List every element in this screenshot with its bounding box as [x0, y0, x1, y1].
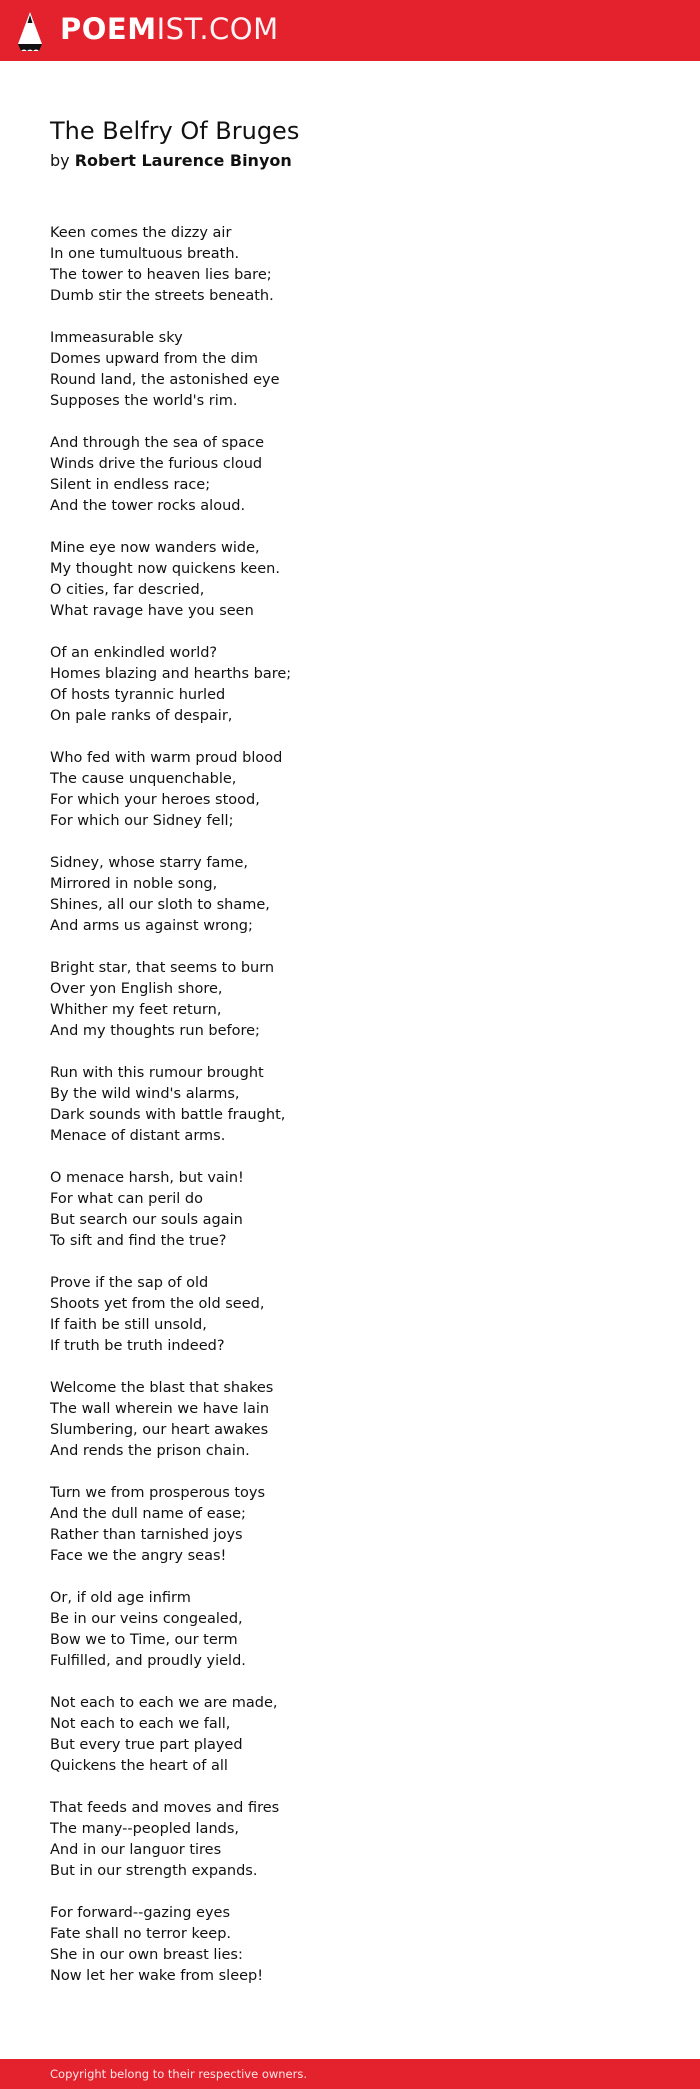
byline — [50, 149, 650, 173]
poem-line: And rends the prison chain. — [50, 1443, 250, 1459]
logo-text-light: IST.COM — [156, 12, 279, 46]
poem-line: For forward--gazing eyes — [50, 1905, 231, 1921]
poem-line: The cause unquenchable, — [50, 771, 237, 787]
poem-stanza — [50, 1483, 650, 1567]
poem-stanza — [50, 643, 650, 727]
poem-stanza — [50, 538, 650, 622]
site-logo[interactable] — [60, 9, 279, 49]
poem-line: For what can peril do — [50, 1191, 203, 1207]
poem-line: The wall wherein we have lain — [50, 1401, 270, 1417]
poem-line: O menace harsh, but vain! — [50, 1170, 244, 1186]
poem-stanza — [50, 1693, 650, 1777]
poem-line: Mirrored in noble song, — [50, 876, 218, 892]
poem-line: Dumb stir the streets beneath. — [50, 288, 274, 304]
pen-nib-icon[interactable] — [15, 11, 45, 51]
poem-line: Welcome the blast that shakes — [50, 1380, 274, 1396]
poem-stanza — [50, 1273, 650, 1357]
poem-line: In one tumultuous breath. — [50, 246, 240, 262]
poem-line: Or, if old age infirm — [50, 1590, 191, 1606]
poem-line: Of an enkindled world? — [50, 645, 218, 661]
poem-line: Domes upward from the dim — [50, 351, 259, 367]
poem-line: The tower to heaven lies bare; — [50, 267, 272, 283]
poem-line: Turn we from prosperous toys — [50, 1485, 266, 1501]
poem-line: Shines, all our sloth to shame, — [50, 897, 270, 913]
poem-line: And my thoughts run before; — [50, 1023, 260, 1039]
poem-line: Be in our veins congealed, — [50, 1611, 243, 1627]
poem-line: Dark sounds with battle fraught, — [50, 1107, 286, 1123]
poem-line: Supposes the world's rim. — [50, 393, 238, 409]
poem-line: Of hosts tyrannic hurled — [50, 687, 226, 703]
author-name[interactable]: Robert Laurence Binyon — [74, 151, 292, 170]
poem-line: Menace of distant arms. — [50, 1128, 226, 1144]
poem-line: But in our strength expands. — [50, 1863, 258, 1879]
site-footer — [0, 2059, 700, 2089]
poem-line: Mine eye now wanders wide, — [50, 540, 260, 556]
poem-stanza — [50, 958, 650, 1042]
poem-body — [50, 223, 650, 1987]
poem-stanza — [50, 1798, 650, 1882]
poem-line: On pale ranks of despair, — [50, 708, 233, 724]
poem-title: The Belfry Of Bruges — [50, 117, 300, 145]
poem-line: For which our Sidney fell; — [50, 813, 234, 829]
poem-line: If faith be still unsold, — [50, 1317, 207, 1333]
poem-line: Quickens the heart of all — [50, 1758, 228, 1774]
poem-stanza — [50, 1903, 650, 1987]
poem-line: And in our languor tires — [50, 1842, 222, 1858]
poem-line: To sift and find the true? — [50, 1233, 227, 1249]
poem-stanza — [50, 328, 650, 412]
by-label: by — [50, 151, 70, 170]
logo-text-bold: POEM — [60, 12, 157, 46]
poem-stanza — [50, 433, 650, 517]
poem-line: Shoots yet from the old seed, — [50, 1296, 265, 1312]
poem-line: Prove if the sap of old — [50, 1275, 209, 1291]
poem-line: Who fed with warm proud blood — [50, 750, 283, 766]
poem-stanza — [50, 1168, 650, 1252]
poem-line: Run with this rumour brought — [50, 1065, 264, 1081]
poem-line: And the dull name of ease; — [50, 1506, 246, 1522]
poem-line: Face we the angry seas! — [50, 1548, 227, 1564]
poem-line: Not each to each we are made, — [50, 1695, 278, 1711]
poem-line: Keen comes the dizzy air — [50, 225, 232, 241]
poem-stanza — [50, 748, 650, 832]
poem-line: My thought now quickens keen. — [50, 561, 280, 577]
poem-line: Now let her wake from sleep! — [50, 1968, 264, 1984]
poem-line: Rather than tarnished joys — [50, 1527, 243, 1543]
poem-line: Silent in endless race; — [50, 477, 211, 493]
poem-line: Sidney, whose starry fame, — [50, 855, 248, 871]
poem-stanza — [50, 853, 650, 937]
poem-line: But search our souls again — [50, 1212, 243, 1228]
poem-line: Fulfilled, and proudly yield. — [50, 1653, 246, 1669]
poem-stanza — [50, 1588, 650, 1672]
poem-line: The many--peopled lands, — [50, 1821, 240, 1837]
poem-line: Round land, the astonished eye — [50, 372, 280, 388]
poem-line: Homes blazing and hearths bare; — [50, 666, 292, 682]
poem-line: And through the sea of space — [50, 435, 265, 451]
poem-line: By the wild wind's alarms, — [50, 1086, 240, 1102]
poem-line: Bright star, that seems to burn — [50, 960, 275, 976]
poem-line: What ravage have you seen — [50, 603, 254, 619]
poem-line: Not each to each we fall, — [50, 1716, 231, 1732]
poem-stanza — [50, 223, 650, 307]
poem-line: And the tower rocks aloud. — [50, 498, 246, 514]
poem-line: And arms us against wrong; — [50, 918, 253, 934]
poem-line: Bow we to Time, our term — [50, 1632, 238, 1648]
site-header — [0, 0, 700, 61]
poem-line: Whither my feet return, — [50, 1002, 222, 1018]
poem-line: Immeasurable sky — [50, 330, 183, 346]
poem-line: Winds drive the furious cloud — [50, 456, 263, 472]
poem-line: Over yon English shore, — [50, 981, 223, 997]
poem-line: O cities, far descried, — [50, 582, 205, 598]
poem-line: For which your heroes stood, — [50, 792, 260, 808]
poem-content — [50, 115, 650, 2008]
poem-line: That feeds and moves and fires — [50, 1800, 280, 1816]
poem-line: Slumbering, our heart awakes — [50, 1422, 269, 1438]
poem-line: She in our own breast lies: — [50, 1947, 243, 1963]
poem-line: Fate shall no terror keep. — [50, 1926, 232, 1942]
poem-stanza — [50, 1063, 650, 1147]
poem-line: But every true part played — [50, 1737, 243, 1753]
copyright-text: Copyright belong to their respective owners. — [50, 2067, 308, 2081]
poem-line: If truth be truth indeed? — [50, 1338, 225, 1354]
poem-stanza — [50, 1378, 650, 1462]
